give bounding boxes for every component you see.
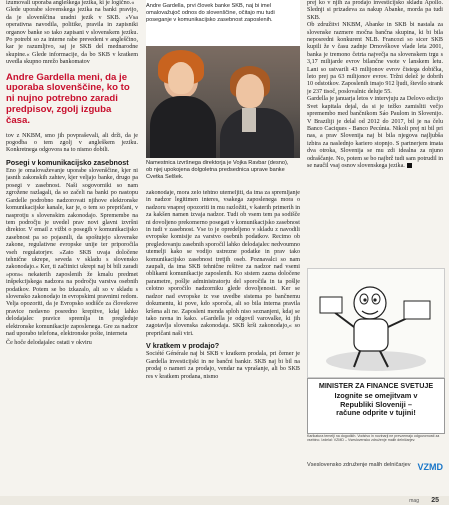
ad-text — [308, 392, 444, 418]
woman-right-jacket — [220, 108, 294, 158]
association-name: Vseslovensko združenje malih delničarjev — [307, 462, 411, 468]
woman-right-face — [236, 74, 264, 108]
footer-brand: mag — [409, 498, 419, 504]
subheading: V kratkem v prodajo? — [146, 341, 220, 351]
paragraph: prej ko v njih za prodajo investicijsko skladu Apollo. Slednji si prizadeva za nakup Abanke, morda pa tudi SKB. Ob združitvi NKBM, Abanke in SKB bi nastala za slovenske razmere močna bančna skupina, ki bi bila neposredni konkurent NLB. Francozi so sicer SKB kupili že v času zadnje Drnovškove vlade leta 2001, banka je tremono četrta največja na slovenskem trgu s 3,17 milijarde evrov bilančne vsote v lanskem letu. Lani so ustvarili 43 milijonov evrov čistega dobička, leto prej pa 63 milijonov evrov. Tržni delež je dobrih 10 odstotkov. Zaposlenih imajo 912 ljudi, število strank je 237 tisoč, poslovalnic deluje 55. Gardella je januarja letos v intervjuju za Delovo edicijo Svet kapitala dejal, da si je težko zamisliti večjo spremembo med bančnikom Sáo Paulom in Slovenijo. V Braziliji je delal od 2012 do 2017, bil je na čelu Banco Caciques - Banco Pecúnia. Nikoli prej ni bil pri nas, a prav Slovenija naj bi bila njegova najljubša izbira za naslednjo kariero stopnjo. S partnerjem imata dva otroka, Slovenija se mu zdi idealna za njuno odraščanje. No, potem se bo najbrž tudi sam potrudil in se naučil vsaj osnov slovenskega jezika. — [307, 0, 443, 169]
article-column-2 — [146, 190, 300, 498]
woman-left-jacket — [150, 96, 216, 158]
advertisement-box — [307, 378, 445, 434]
article-column-1 — [6, 0, 138, 495]
woman-right-scarf — [242, 108, 256, 132]
intro-text: izumovali uporaba angleškega jezika, ki je logično.« Glede uporabe slovenskega jezika na banki pravijo, da je slovenščina uradni jezik v SKB. »Vsa operativna navodila, politike, pravila in zapisniki organov banke so tako zapisani v slovenskem jeziku. Po potrebi so za interne rabe prevedeni v angleščino, kar je razumljivo, saj je SKB del mednarodne skupine.« Glede informacije, da bo SKB v kratkem uvedla skupno mrežo bankomatov — [6, 0, 138, 66]
paragraph: Société Générale naj bi SKB v kratkem prodala, pri čemer je Gardella investicijski in ne bančni bankir. SKB naj bi bil na prodaj o nameri za prodajo, vendar na vprašanje, ali bo SKB res v kratkem prodana, nismo — [146, 351, 300, 380]
paragraph: tov z NKBM, smo jih povpraševali, ali drži, da je pogodba o tem zgolj v angleškem jeziku. Konkretnega odgovora na to nismo dobili. — [6, 132, 138, 154]
paragraph: zakonodaje, mora zelo tehtno utemeljiti, da ima za spremljanje in nadzor legitimen interes, vsakega zaposlenega mora o nadzoru vnaprej opozoriti in mu razložiti, v katerih primerih in za kakšen namen izvaja nadzor. Tudi ob vsem tem pa sodišče ni dovoljeno prekomerno posegati v komunikacijsko zasebnost in tudi v zasebnost. Vse to je opredeljeno v skladu z navodili evropske komisije za varstvo osebnih podatkov. Recimo ob pregledovanju zasebnih sporočil lahko delodajalec nedvoumno utemelji kako se vodijo ustrezne podatke in prav tako komunikacijsko zasebnost tretjih oseb. Poznavalci so nam zaupali, da ima SKB tehnične rešitve za nadzor nad vsemi oblikami komunikacije zaposlenih. Ko sistem zazna določene parametre, pošlje administratorju del sporočila in ta pošlje celotno sporočilo nadzorniku glede dovoljenosti. Ker se nadzor nad evropske iz vse uvedbe sistema po bančnemu dokumentu, ki pove, kdo sporoča, ali so bila interna pravila kršena ali ne. Zaposleni menda sploh niso seznanjeni, kdaj se tako ravna in kako. »Gardella je odgovil varovalke, ki jih zagotavlja slovenska zakonodaja. SKB krši zakonodajo,« so prepričani naši viri. — [146, 190, 300, 337]
cartoon-illustration — [307, 268, 445, 378]
subheading: Posegi v komunikacijsko zasebnost — [6, 157, 129, 167]
ad-line-1: Izognite se omejitvam v — [334, 391, 418, 400]
photo-caption-top: Andre Gardella, prvi človek banke SKB, naj bi imel omalovažujoč odnos do slovenščine, očitajo mu tudi poseganje v komunikacijsko zasebnost zaposlenih. — [146, 3, 275, 23]
ad-title: MINISTER ZA FINANCE SVETUJE — [318, 381, 434, 390]
vzmd-logo: VZMD — [417, 462, 443, 472]
page-number: 25 — [431, 497, 439, 504]
article-column-3 — [307, 0, 443, 267]
page-footer — [0, 496, 449, 505]
pull-quote: Andre Gardella meni, da je uporaba slovenščine, ko to ni nujno potrebno zaradi predpisov, zgolj izguba časa. — [6, 71, 130, 126]
woman-left-face — [168, 62, 194, 94]
paragraph: Eno je omalovaževanje uporabe slovenščine, kjer ni jasnih zakonskih zahtev, kjer veljajo banke, drugo pa posegi v zasebnost. Naši sogovorniki so nam zgrožene razlagali, da so začeli na banki po nastopu Gardelle podrobno nadzorovati njihove elektronske komunikacijske kanale, kar je, o tem so prepričani, v nasprotju s slovenskim zakonodajo. Spremembe na tem področju je uvedel prav novi glavni izvršni direktor. V email z vižbi o posegih v komunikacijsko zasebnost pa so pojasnili, da spoštujejo slovenske zakone, regulativne evropske unije ter priporočila vseh regulatorjev. »Zato SKB uvaja določene tehnične ukrepe, sevedа v skladu s slovensko zakonodajo.« Ker, ti začitnici ukrepi naj bi bili zaradi »pora« nekaterih zaposlenih že kmalu predmet inšpekcijskega nadzora na področju varstva osebnih podatkov. Potem se bo izkazalo, ali so v skladu s slovensko zakonodajo in evropskimi pravnimi redom. Velja opozoriti, da je Evropsko sodišče za človekove pravice nedavno posredno krepitve, kdaj lahko delodajalec pravice spremlja in pregleduje elektronske komunikacije zaposlenega. Gre za nadzor nad uporabo telefona, elektronske pošte, interneta — [6, 168, 138, 337]
ad-fine-print: Karikatura temelji na dogodkih. Vodstvo in novinarji ne prevzemajo odgovornosti za vsebino. Izdelal: VZMD – Vseslovensko združenje malih delničarjev. — [307, 434, 440, 443]
ad-line-3: račune odprite v tujini! — [336, 408, 416, 418]
photo-two-women — [146, 46, 300, 158]
paragraph: Če hoče delodajalec ostati v okviru — [6, 340, 92, 347]
photo-caption-bottom: Namestnica izvršnega direktorja je Vojka Ravbar (desno), ob njej upokojena dolgoletna predsednica uprave banke Cvetka Selšek. — [146, 160, 289, 180]
cartoon-drawing — [308, 269, 444, 377]
ad-line-2: Republiki Sloveniji – — [340, 399, 412, 409]
end-mark — [407, 163, 412, 168]
